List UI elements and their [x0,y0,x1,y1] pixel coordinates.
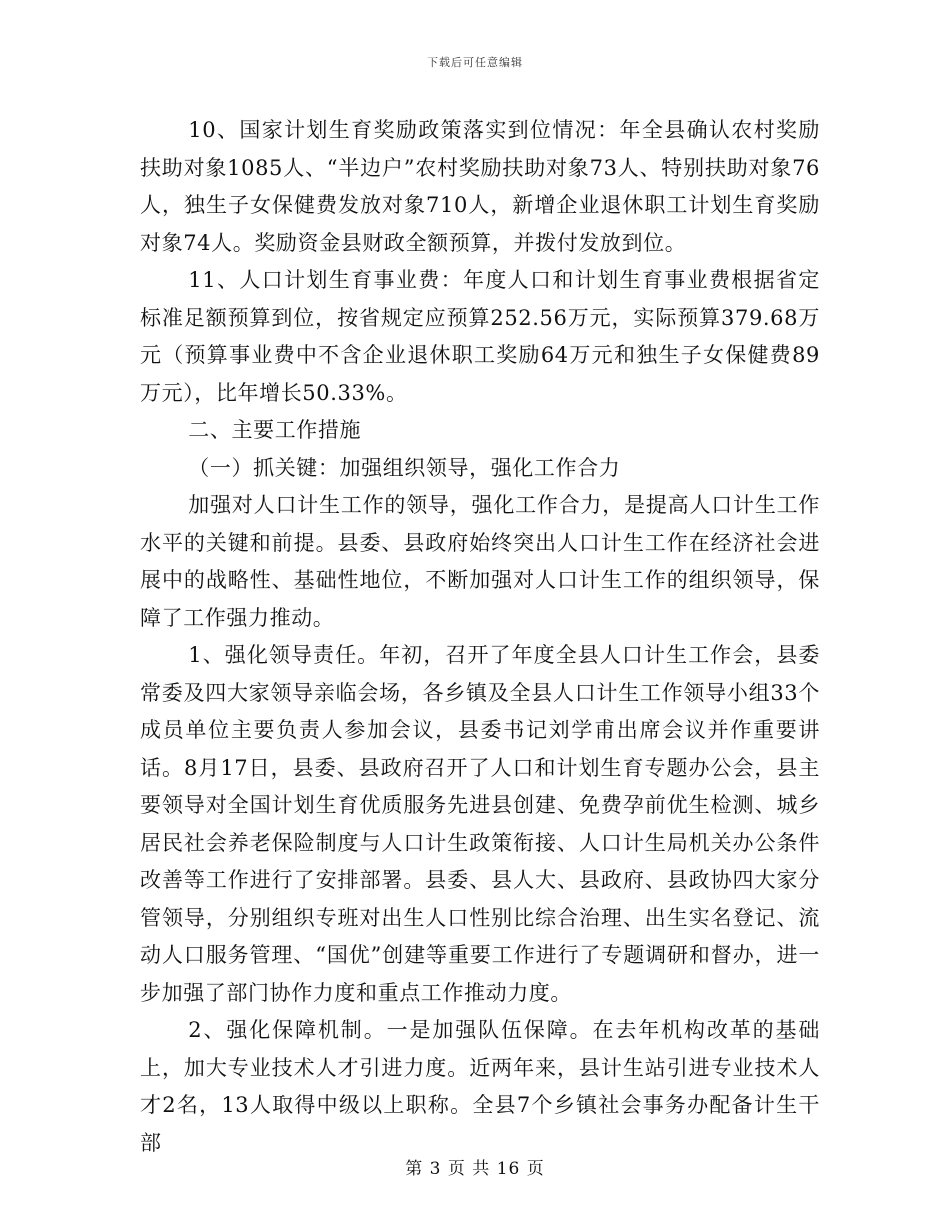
sub-heading: （一）抓关键：加强组织领导，强化工作合力 [188,455,621,480]
document-body [140,112,820,1162]
section-heading: 二、主要工作措施 [188,418,362,442]
paragraph-responsibility: 1、强化领导责任。年初，召开了年度全县人口计生工作会，县委常委及四大家领导亲临会场，各乡镇及全县人口计生工作领导小组33个成员单位主要负责人参加会议，县委书记刘学甫出席会议并作重要讲话。8月17日，县委、县政府召开了人口和计划生育专题办公会，县主要领导对全国计划生育优质服务先进县创建、免费孕前优生检测、城乡居民社会养老保险制度与人口计生政策衔接、人口计生局机关办公条件改善等工作进行了安排部署。县委、县人大、县政府、县政协四大家分管领导，分别组织专班对出生人口性别比综合治理、出生实名登记、流动人口服务管理、“国优”创建等重要工作进行了专题调研和督办，进一步加强了部门协作力度和重点工作推动力度。 [140,643,820,1005]
page-footer: 第 3 页 共 16 页 [405,1159,545,1179]
paragraph-funding: 11、人口计划生育事业费：年度人口和计划生育事业费根据省定标准足额预算到位，按省规定应预算252.56万元，实际预算379.68万元（预算事业费中不含企业退休职工奖励64万元和独生子女保健费89万元），比年增长50.33%。 [140,268,820,405]
paragraph-leadership: 加强对人口计生工作的领导，强化工作合力，是提高人口计生工作水平的关键和前提。县委、县政府始终突出人口计生工作在经济社会进展中的战略性、基础性地位，不断加强对人口计生工作的组织领导，保障了工作强力推动。 [140,493,820,630]
paragraph-reward-policy: 10、国家计划生育奖励政策落实到位情况：年全县确认农村奖励扶助对象1085人、“半边户”农村奖励扶助对象73人、特别扶助对象76人，独生子女保健费发放对象710人，新增企业退休职工计划生育奖励对象74人。奖励资金县财政全额预算，并拨付发放到位。 [140,118,820,255]
paragraph-guarantee: 2、强化保障机制。一是加强队伍保障。在去年机构改革的基础上，加大专业技术人才引进力度。近两年来，县计生站引进专业技术人才2名，13人取得中级以上职称。全县7个乡镇社会事务办配备计生干部 [140,1018,820,1155]
page-header: 下载后可任意编辑 [427,56,523,69]
